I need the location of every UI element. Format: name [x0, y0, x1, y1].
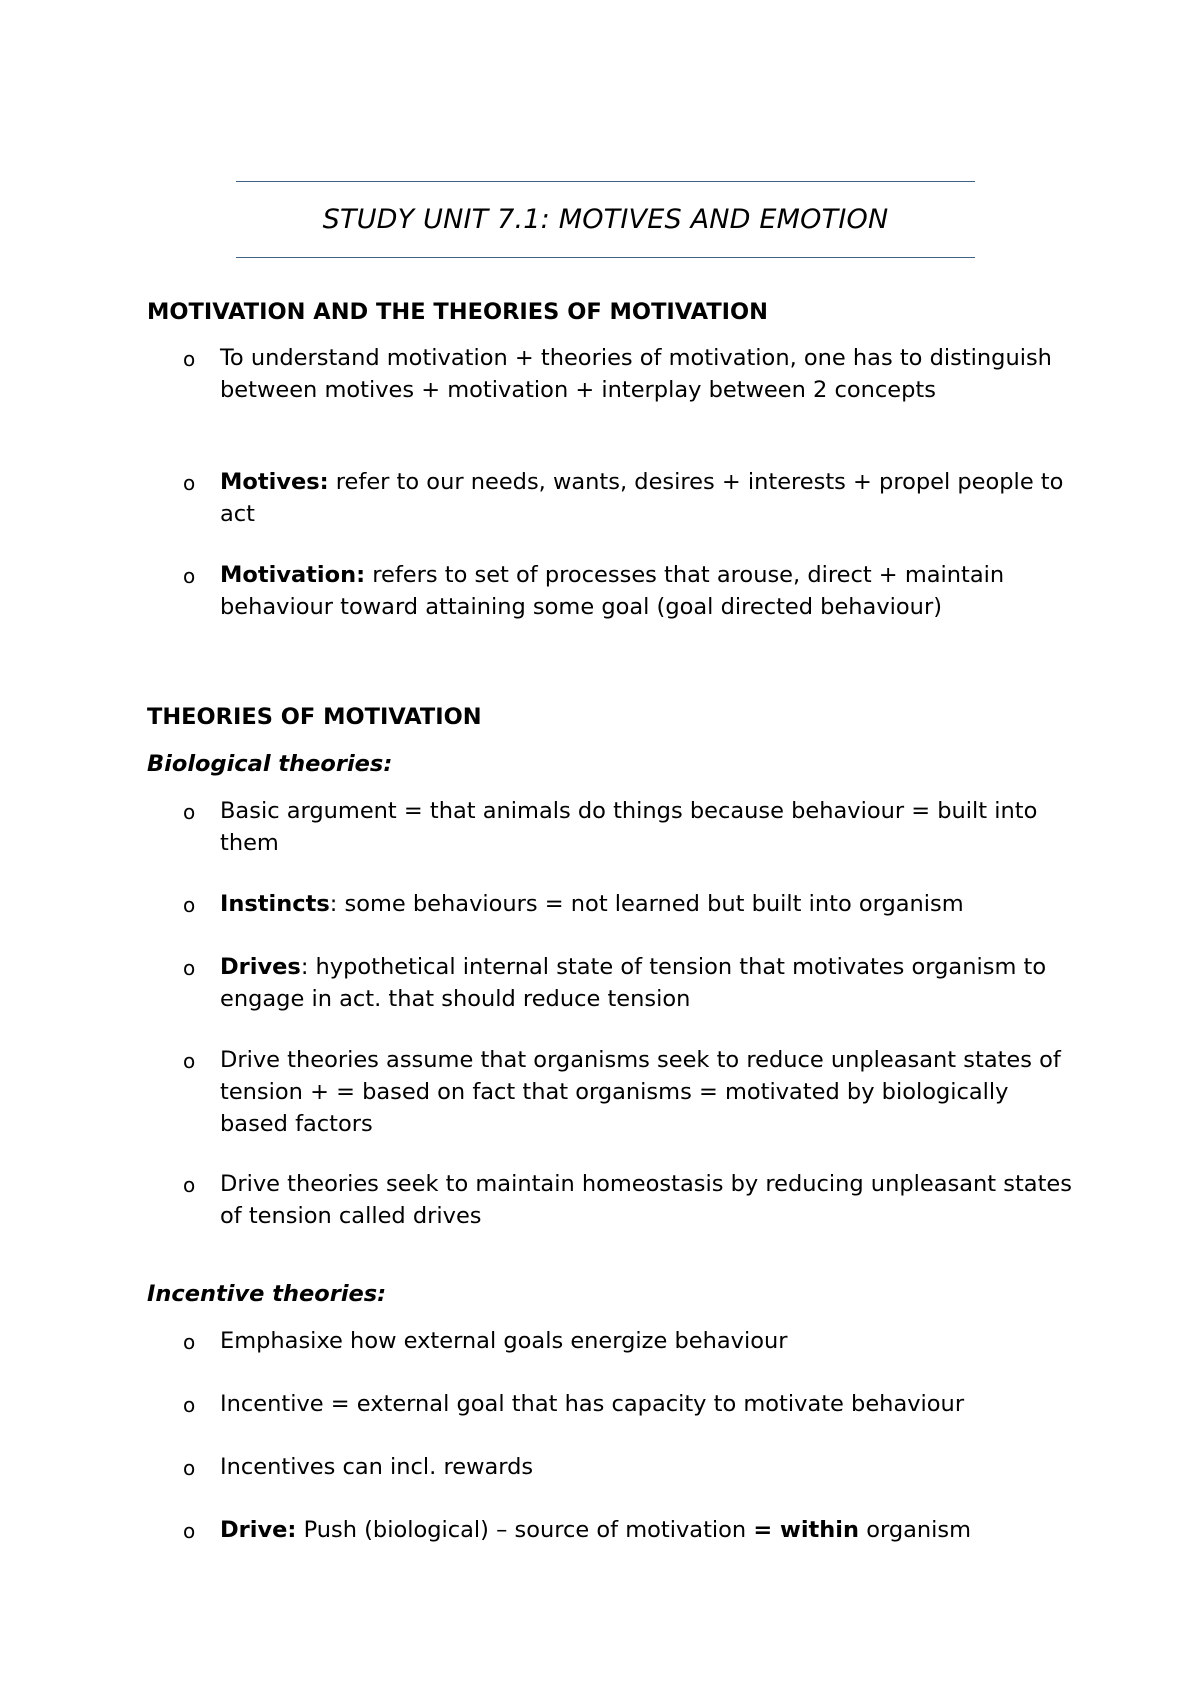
list-item-text: To understand motivation + theories of motivation, one has to distinguish between motives + motivation + interplay between 2 concepts	[220, 345, 1052, 403]
bullet-icon: o	[183, 1456, 196, 1480]
term-label: Motivation:	[220, 562, 366, 588]
title-top-rule	[236, 181, 975, 182]
subheading-incentive: Incentive theories:	[147, 1281, 387, 1307]
list-item-text	[220, 1514, 1083, 1546]
list-item	[183, 951, 1083, 1015]
list-item-text	[220, 888, 1083, 920]
list-item	[183, 1168, 1083, 1232]
document-title: STUDY UNIT 7.1: MOTIVES AND EMOTION	[322, 204, 889, 235]
list-item	[183, 795, 1083, 859]
bullet-icon: o	[183, 893, 196, 917]
term-label: Instincts	[220, 891, 330, 917]
bullet-icon: o	[183, 1330, 196, 1354]
list-item-text	[220, 951, 1083, 1015]
bullet-icon: o	[183, 1519, 196, 1543]
list-item-text: Incentives can incl. rewards	[220, 1454, 534, 1480]
list-item-text: Incentive = external goal that has capacity to motivate behaviour	[220, 1391, 965, 1417]
bullet-icon: o	[183, 800, 196, 824]
definition-text: refers to set of processes that arouse, direct + maintain behaviour toward attaining some goal (goal directed behaviour)	[220, 562, 1005, 620]
list-item-text: Basic argument = that animals do things because behaviour = built into them	[220, 798, 1038, 856]
section-heading-theories: THEORIES OF MOTIVATION	[147, 704, 482, 730]
list-item	[183, 342, 1083, 406]
definition-text: : hypothetical internal state of tension that motivates organism to engage in act. that should reduce tension	[220, 954, 1047, 1012]
bullet-icon: o	[183, 347, 196, 371]
list-item	[183, 1514, 1083, 1546]
section-heading-motivation: MOTIVATION AND THE THEORIES OF MOTIVATION	[147, 299, 769, 325]
list-item	[183, 1388, 1083, 1420]
list-item-text: Emphasixe how external goals energize behaviour	[220, 1328, 788, 1354]
list-item-text	[220, 559, 1083, 623]
definition-text: : some behaviours = not learned but built into organism	[329, 891, 964, 917]
list-item	[183, 888, 1083, 920]
bullet-icon: o	[183, 564, 196, 588]
bullet-icon: o	[183, 956, 196, 980]
definition-text-end: organism	[859, 1517, 972, 1543]
list-item	[183, 1044, 1083, 1140]
emphasis-text: = within	[753, 1517, 860, 1543]
term-label: Drives	[220, 954, 301, 980]
title-bottom-rule	[236, 257, 975, 258]
bullet-icon: o	[183, 1393, 196, 1417]
subheading-biological: Biological theories:	[147, 751, 393, 777]
term-label: Drive:	[220, 1517, 297, 1543]
bullet-icon: o	[183, 1049, 196, 1073]
list-item-text	[220, 466, 1083, 530]
definition-text: Push (biological) – source of motivation	[296, 1517, 754, 1543]
list-item-text: Drive theories assume that organisms seek to reduce unpleasant states of tension + = based on fact that organisms = motivated by biologically based factors	[220, 1047, 1061, 1137]
list-item	[183, 466, 1083, 530]
bullet-icon: o	[183, 471, 196, 495]
list-item	[183, 1451, 1083, 1483]
list-item	[183, 1325, 1083, 1357]
list-item-text: Drive theories seek to maintain homeostasis by reducing unpleasant states of tension called drives	[220, 1171, 1072, 1229]
bullet-icon: o	[183, 1173, 196, 1197]
term-label: Motives:	[220, 469, 329, 495]
definition-text: refer to our needs, wants, desires + interests + propel people to act	[220, 469, 1064, 527]
list-item	[183, 559, 1083, 623]
